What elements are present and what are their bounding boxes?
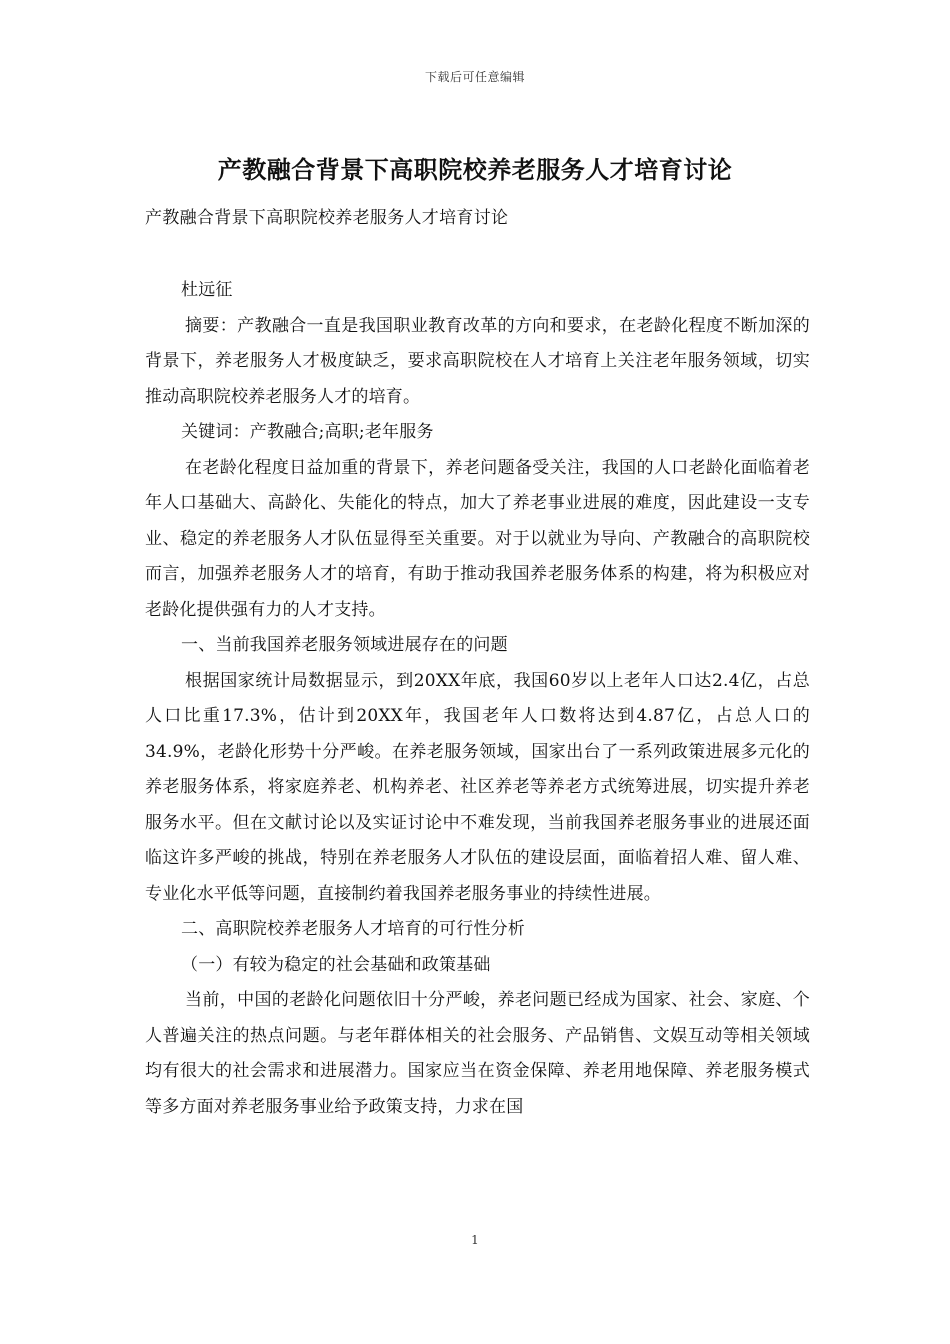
- subsection-heading-1: （一）有较为稳定的社会基础和政策基础: [181, 954, 491, 975]
- author-line: 杜远征: [181, 280, 233, 300]
- header-note: 下载后可任意编辑: [424, 70, 525, 84]
- document-subtitle: 产教融合背景下高职院校养老服务人才培育讨论: [145, 208, 509, 228]
- keywords-paragraph: 关键词：产教融合;高职;老年服务: [181, 422, 434, 442]
- subsection-1-paragraph: 当前，中国的老龄化问题依旧十分严峻，养老问题已经成为国家、社会、家庭、个人普遍关注的热点问题。与老年群体相关的社会服务、产品销售、文娱互动等相关领域均有很大的社会需求和进展潜力。国家应当在资金保障、养老用地保障、养老服务模式等多方面对养老服务事业给予政策支持，力求在国: [145, 990, 810, 1117]
- section-heading-2: 二、高职院校养老服务人才培育的可行性分析: [181, 919, 525, 939]
- document-body: [145, 273, 810, 1125]
- section-heading-1: 一、当前我国养老服务领域进展存在的问题: [181, 635, 508, 655]
- intro-paragraph: 在老龄化程度日益加重的背景下，养老问题备受关注，我国的人口老龄化面临着老年人口基础大、高龄化、失能化的特点，加大了养老事业进展的难度，因此建设一支专业、稳定的养老服务人才队伍显得至关重要。对于以就业为导向、产教融合的高职院校而言，加强养老服务人才的培育，有助于推动我国养老服务体系的构建，将为积极应对老龄化提供强有力的人才支持。: [145, 457, 810, 620]
- section-1-paragraph: 根据国家统计局数据显示，到20XX年底，我国60岁以上老年人口达2.4亿，占总人口比重17.3%，估计到20XX年，我国老年人口数将达到4.87亿，占总人口的34.9%，老龄化形势十分严峻。在养老服务领域，国家出台了一系列政策进展多元化的养老服务体系，将家庭养老、机构养老、社区养老等养老方式统筹进展，切实提升养老服务水平。但在文献讨论以及实证讨论中不难发现，当前我国养老服务事业的进展还面临这许多严峻的挑战，特别在养老服务人才队伍的建设层面，面临着招人难、留人难、专业化水平低等问题，直接制约着我国养老服务事业的持续性进展。: [145, 670, 810, 904]
- page-number: 1: [471, 1233, 479, 1247]
- document-title: 产教融合背景下高职院校养老服务人才培育讨论: [217, 155, 733, 184]
- abstract-paragraph: 摘要：产教融合一直是我国职业教育改革的方向和要求，在老龄化程度不断加深的背景下，养老服务人才极度缺乏，要求高职院校在人才培育上关注老年服务领域，切实推动高职院校养老服务人才的培育。: [145, 315, 810, 407]
